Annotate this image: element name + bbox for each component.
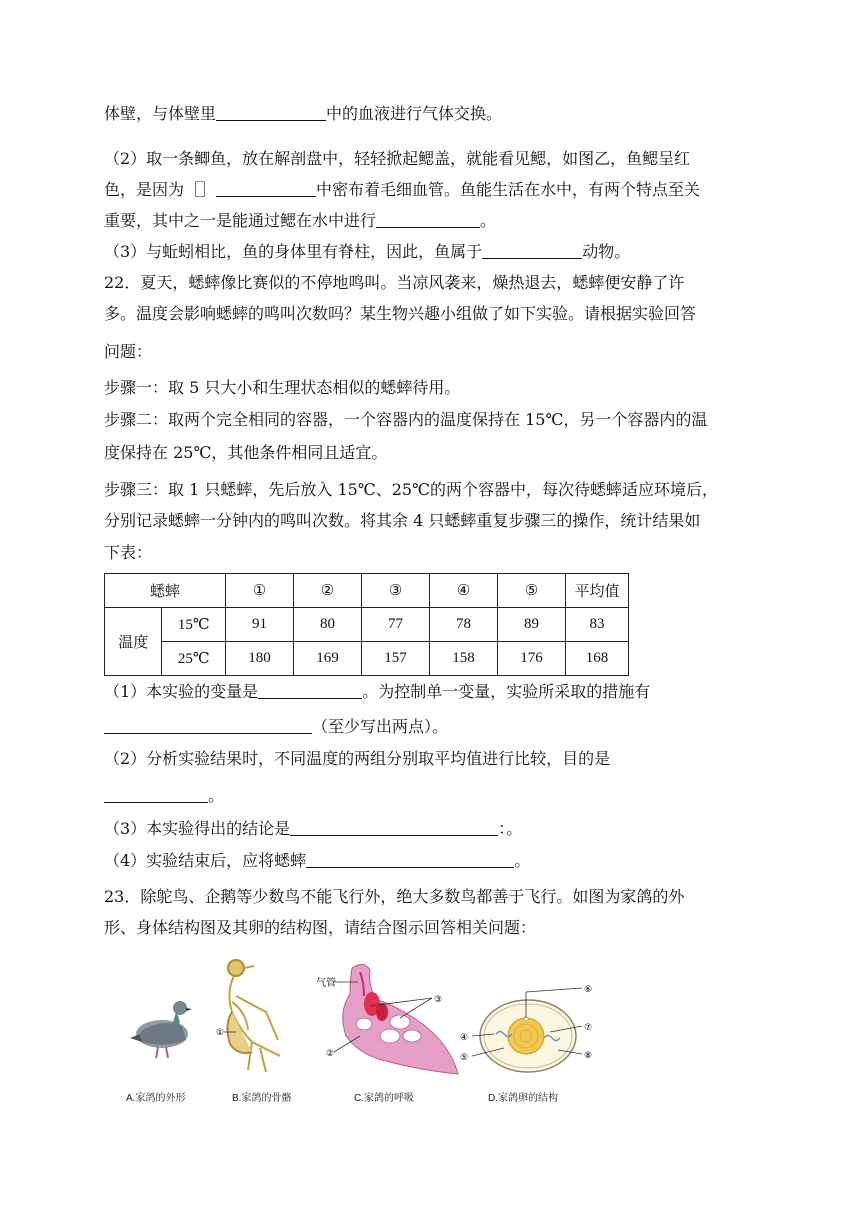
answer-blank <box>258 682 362 699</box>
label-5: ⑤ <box>460 1052 469 1062</box>
table-cell: 180 <box>226 642 294 676</box>
pigeon-respiration-image <box>334 964 458 1074</box>
temp-cell: 15℃ <box>162 608 226 642</box>
table-cell: 91 <box>226 608 294 642</box>
table-header-cell: ⑤ <box>498 574 566 608</box>
text-line: 问题： <box>104 342 153 361</box>
trachea-label: 气管 <box>316 978 336 989</box>
pigeon-figure <box>120 952 600 1102</box>
table-header-cell: ④ <box>430 574 498 608</box>
text-line: 色，是因为［］ 中密布着毛细血管。鱼能生活在水中，有两个特点至关 <box>104 180 701 199</box>
label-3: ③ <box>434 994 443 1004</box>
temp-cell: 25℃ <box>162 642 226 676</box>
text-line: 下表： <box>104 543 153 562</box>
caption-a: A.家鸽的外形 <box>126 1093 186 1104</box>
table-cell: 78 <box>430 608 498 642</box>
answer-blank <box>376 211 480 228</box>
answer-blank <box>104 717 312 734</box>
table-header-cell: ② <box>294 574 362 608</box>
row-group-label: 温度 <box>105 608 162 676</box>
text-line: 步骤三：取 1 只蟋蟀，先后放入 15℃、25℃的两个容器中，每次待蟋蟀适应环境后， <box>104 480 718 499</box>
answer-blank <box>306 851 514 868</box>
answer-blank <box>216 180 316 197</box>
table-header-cell: ③ <box>362 574 430 608</box>
label-1: ① <box>216 1027 225 1037</box>
table-cell: 77 <box>362 608 430 642</box>
caption-d: D.家鸽卵的结构 <box>488 1093 558 1104</box>
table-header-cell: 蟋蟀 <box>105 574 226 608</box>
text-line: 23．除鸵鸟、企鹅等少数鸟不能飞行外，绝大多数鸟都善于飞行。如图为家鸽的外 <box>104 887 685 906</box>
pigeon-illustrations <box>120 952 600 1102</box>
text-line: 形、身体结构图及其卵的结构图，请结合图示回答相关问题： <box>104 918 537 937</box>
text-line: 体壁，与体壁里 中的血液进行气体交换。 <box>104 104 503 123</box>
answer-blank <box>290 819 498 836</box>
text-line: （3）与蚯蚓相比，鱼的身体里有脊柱，因此，鱼属于 动物。 <box>104 242 631 261</box>
question-line: （4）实验结束后，应将蟋蟀 。 <box>104 851 531 870</box>
table-row <box>105 642 629 676</box>
label-4: ④ <box>460 1032 469 1042</box>
table-cell: 157 <box>362 642 430 676</box>
table-cell: 89 <box>498 608 566 642</box>
question-line: （1）本实验的变量是 。为控制单一变量，实验所采取的措施有 <box>104 682 651 701</box>
text-line: 22．夏天，蟋蟀像比赛似的不停地鸣叫。当凉风袭来，燥热退去，蟋蟀便安静了许 <box>104 273 685 292</box>
question-line: （3）本实验得出的结论是 ：。 <box>104 819 523 838</box>
text-line: 多。温度会影响蟋蟀的鸣叫次数吗？某生物兴趣小组做了如下实验。请根据实验回答 <box>104 304 697 323</box>
table-cell: 80 <box>294 608 362 642</box>
pigeon-appearance-image <box>130 1001 192 1058</box>
label-8: ⑧ <box>584 1050 593 1060</box>
table-cell: 176 <box>498 642 566 676</box>
text-line: 重要，其中之一是能通过鳃在水中进行 。 <box>104 211 497 230</box>
text-line: （2）取一条鲫鱼，放在解剖盘中，轻轻掀起鳃盖，就能看见鳃，如图乙，鱼鳃呈红 <box>104 149 691 168</box>
text-line: 步骤一：取 5 只大小和生理状态相似的蟋蟀待用。 <box>104 378 461 397</box>
table-header-cell: 平均值 <box>566 574 629 608</box>
answer-blank <box>104 786 208 803</box>
caption-c: C.家鸽的呼吸 <box>354 1093 414 1104</box>
results-table <box>104 573 629 676</box>
table-row <box>105 608 629 642</box>
text-line: 分别记录蟋蟀一分钟内的鸣叫次数。将其余 4 只蟋蟀重复步骤三的操作，统计结果如 <box>104 511 701 530</box>
egg-structure-image <box>472 988 582 1072</box>
answer-blank <box>482 242 582 259</box>
label-6: ⑥ <box>584 984 593 994</box>
table-cell: 158 <box>430 642 498 676</box>
pigeon-skeleton-image <box>224 960 280 1072</box>
label-7: ⑦ <box>584 1022 593 1032</box>
question-line: （2）分析实验结果时，不同温度的两组分别取平均值进行比较，目的是 <box>104 749 611 768</box>
text-line: 度保持在 25℃，其他条件相同且适宜。 <box>104 443 388 462</box>
text-line: 步骤二：取两个完全相同的容器，一个容器内的温度保持在 15℃，另一个容器内的温 <box>104 410 708 429</box>
caption-b: B.家鸽的骨骼 <box>232 1093 292 1104</box>
table-header-row <box>105 574 629 608</box>
table-header-cell: ① <box>226 574 294 608</box>
label-2: ② <box>326 1048 335 1058</box>
table-cell: 168 <box>566 642 629 676</box>
question-line: （至少写出两点）。 <box>104 716 448 738</box>
table-cell: 83 <box>566 608 629 642</box>
table-cell: 169 <box>294 642 362 676</box>
question-line: 。 <box>104 785 224 807</box>
answer-blank <box>216 104 326 121</box>
